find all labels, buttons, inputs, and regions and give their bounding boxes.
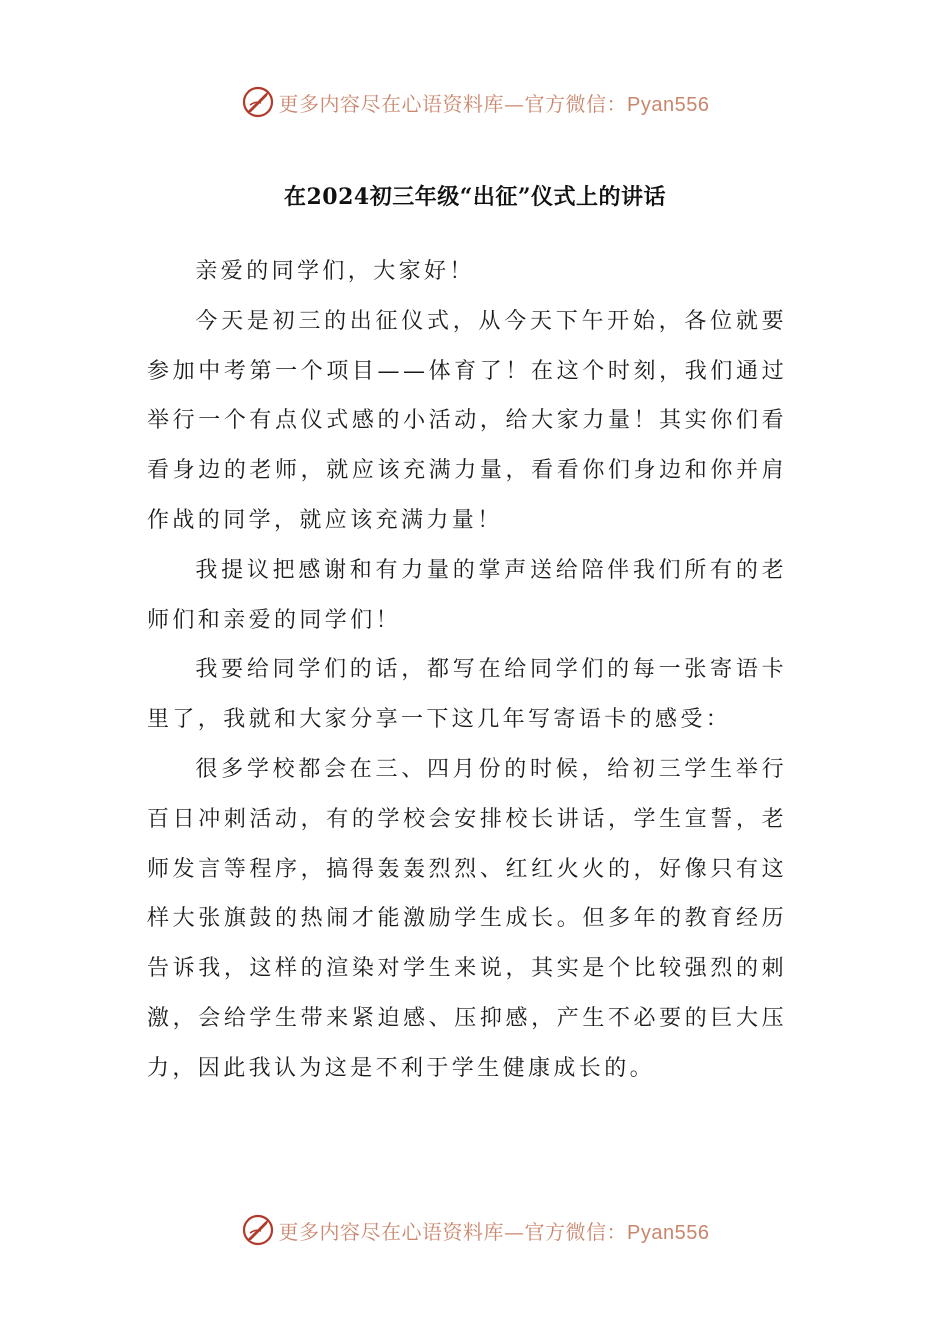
footer-banner xyxy=(0,1210,950,1250)
paragraph-reflection: 很多学校都会在三、四月份的时候，给初三学生举行百日冲刺活动，有的学校会安排校长讲话，学生宣誓，老师发言等程序，搞得轰轰烈烈、红红火火的，好像只有这样大张旗鼓的热闹才能激励学生成长。但多年的教育经历告诉我，这样的渲染对学生来说，其实是个比较强烈的刺激，会给学生带来紧迫感、压抑感，产生不必要的巨大压力，因此我认为这是不利于学生健康成长的。 xyxy=(147,756,787,1081)
banner-site-text: 更多内容尽在心语资料库 xyxy=(278,91,505,116)
document-body xyxy=(147,247,787,1094)
banner-wechat-label: 官方微信： xyxy=(524,1219,628,1244)
pen-logo-icon xyxy=(241,85,275,119)
banner-dash: — xyxy=(504,1219,525,1244)
banner-site-text: 更多内容尽在心语资料库 xyxy=(278,1219,505,1244)
banner-wechat-id: Pyan556 xyxy=(627,93,710,116)
banner-dash: — xyxy=(504,91,525,116)
banner-wechat-label: 官方微信： xyxy=(524,91,628,116)
banner-text xyxy=(279,88,710,117)
paragraph-cards: 我要给同学们的话，都写在给同学们的每一张寄语卡里了，我就和大家分享一下这几年写寄语卡的感受： xyxy=(147,657,787,733)
pen-logo-icon xyxy=(241,1213,275,1247)
paragraph-applause: 我提议把感谢和有力量的掌声送给陪伴我们所有的老师们和亲爱的同学们！ xyxy=(147,557,787,633)
banner-text xyxy=(279,1216,710,1245)
document-title: 在2024初三年级“出征”仪式上的讲话 xyxy=(283,184,667,210)
paragraph-ceremony: 今天是初三的出征仪式，从今天下午开始，各位就要参加中考第一个项目——体育了！在这个时刻，我们通过举行一个有点仪式感的小活动，给大家力量！其实你们看看身边的老师，就应该充满力量，看看你们身边和你并肩作战的同学，就应该充满力量！ xyxy=(147,308,787,533)
banner-wechat-id: Pyan556 xyxy=(627,1221,710,1244)
header-banner xyxy=(0,82,950,122)
paragraph-greeting: 亲爱的同学们，大家好！ xyxy=(195,259,475,284)
